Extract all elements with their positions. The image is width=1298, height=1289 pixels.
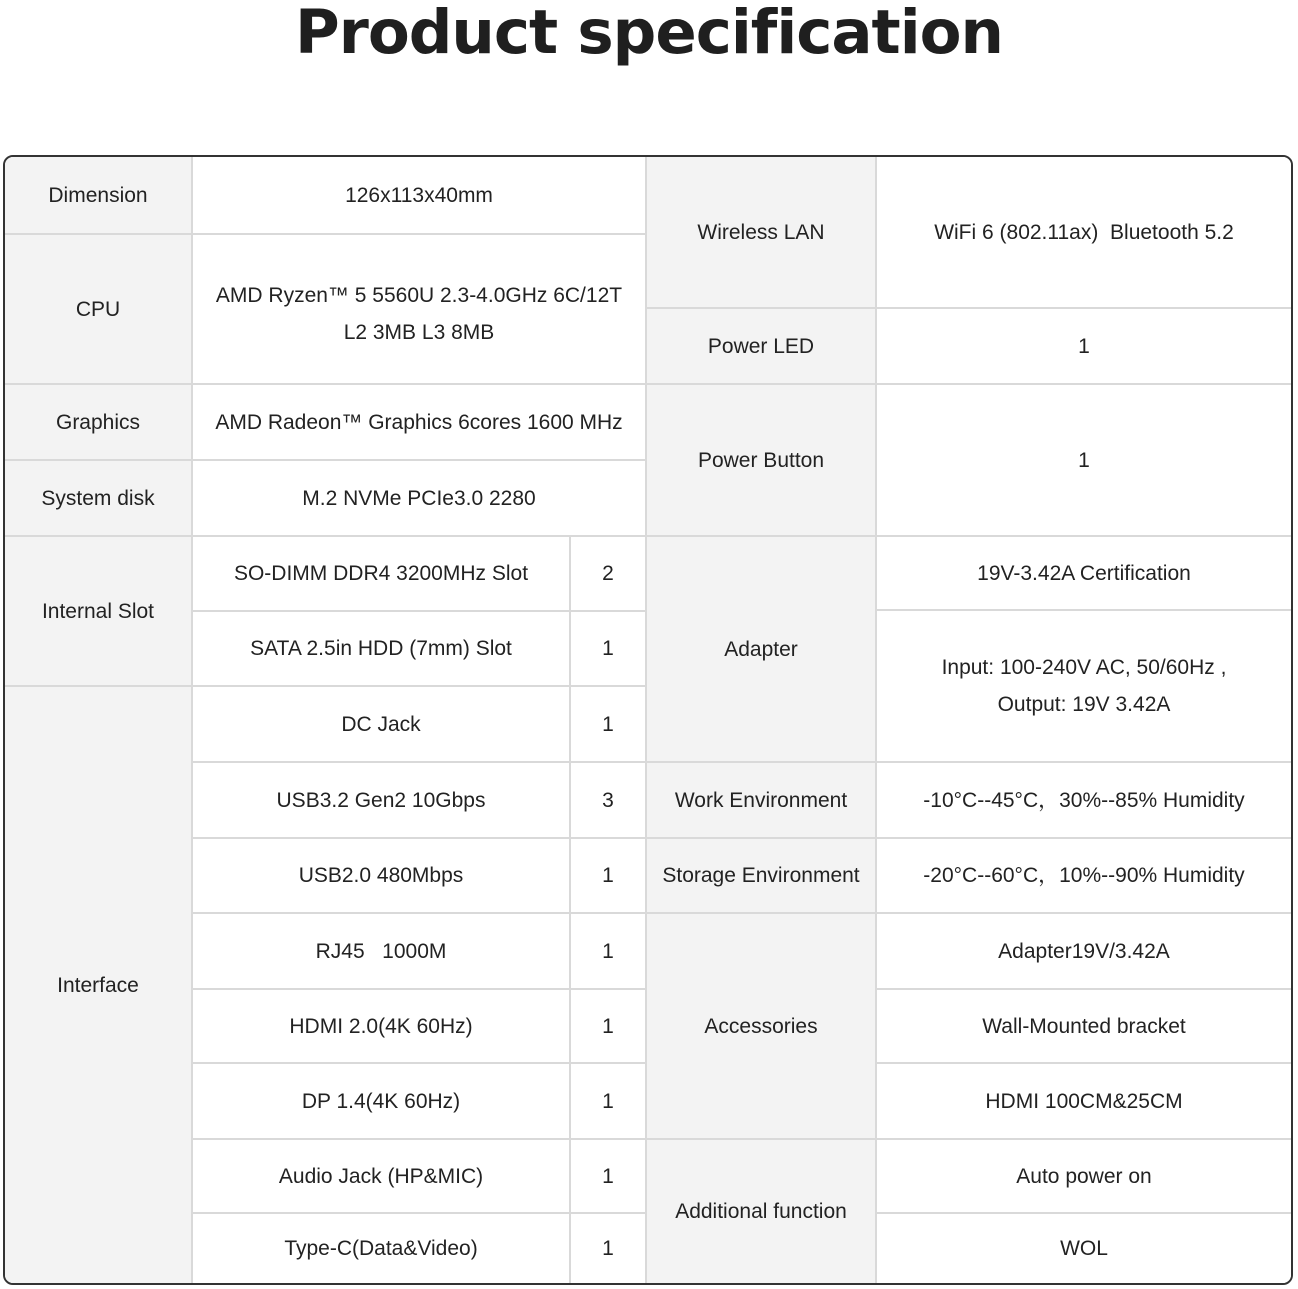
interface-item-name: Audio Jack (HP&MIC) [193,1140,571,1214]
interface-item-name: HDMI 2.0(4K 60Hz) [193,990,571,1064]
system-disk-value: M.2 NVMe PCIe3.0 2280 [193,461,647,537]
interface-label: Interface [5,687,193,1283]
cpu-label: CPU [5,235,193,385]
accessories-label: Accessories [647,914,877,1140]
adapter-label: Adapter [647,537,877,763]
interface-item-name: USB2.0 480Mbps [193,839,571,914]
internal-slot-label: Internal Slot [5,537,193,687]
additional-function-item: WOL [877,1214,1291,1283]
accessory-item: Adapter19V/3.42A [877,914,1291,990]
system-disk-label: System disk [5,461,193,537]
wireless-lan-label: Wireless LAN [647,157,877,309]
interface-item-qty: 1 [571,1214,647,1283]
adapter-certification: 19V-3.42A Certification [877,537,1291,611]
wireless-lan-value: WiFi 6 (802.11ax) Bluetooth 5.2 [877,157,1291,309]
interface-item-name: DP 1.4(4K 60Hz) [193,1064,571,1140]
additional-function-item: Auto power on [877,1140,1291,1214]
adapter-input-output: Input: 100-240V AC, 50/60Hz , Output: 19V 3.42A [877,611,1291,763]
power-led-label: Power LED [647,309,877,385]
cpu-value: AMD Ryzen™ 5 5560U 2.3-4.0GHz 6C/12T L2 3MB L3 8MB [193,235,647,385]
interface-item-qty: 3 [571,763,647,839]
spec-table [3,155,1293,1285]
work-environment-label: Work Environment [647,763,877,839]
interface-item-name: USB3.2 Gen2 10Gbps [193,763,571,839]
interface-item-name: DC Jack [193,687,571,763]
accessory-item: Wall-Mounted bracket [877,990,1291,1064]
storage-environment-label: Storage Environment [647,839,877,914]
slot-item-qty: 1 [571,612,647,687]
dimension-label: Dimension [5,157,193,235]
graphics-value: AMD Radeon™ Graphics 6cores 1600 MHz [193,385,647,461]
storage-environment-value: -20°C--60°C，10%--90% Humidity [877,839,1291,914]
additional-function-label: Additional function [647,1140,877,1283]
dimension-value: 126x113x40mm [193,157,647,235]
graphics-label: Graphics [5,385,193,461]
interface-item-name: Type-C(Data&Video) [193,1214,571,1283]
interface-item-qty: 1 [571,1140,647,1214]
power-led-value: 1 [877,309,1291,385]
interface-item-qty: 1 [571,914,647,990]
interface-item-qty: 1 [571,990,647,1064]
interface-item-qty: 1 [571,1064,647,1140]
accessory-item: HDMI 100CM&25CM [877,1064,1291,1140]
slot-item-qty: 2 [571,537,647,612]
interface-item-qty: 1 [571,687,647,763]
work-environment-value: -10°C--45°C，30%--85% Humidity [877,763,1291,839]
interface-item-name: RJ45 1000M [193,914,571,990]
page-title: Product specification [295,0,1003,68]
power-button-label: Power Button [647,385,877,537]
slot-item-name: SO-DIMM DDR4 3200MHz Slot [193,537,571,612]
slot-item-name: SATA 2.5in HDD (7mm) Slot [193,612,571,687]
power-button-value: 1 [877,385,1291,537]
interface-item-qty: 1 [571,839,647,914]
